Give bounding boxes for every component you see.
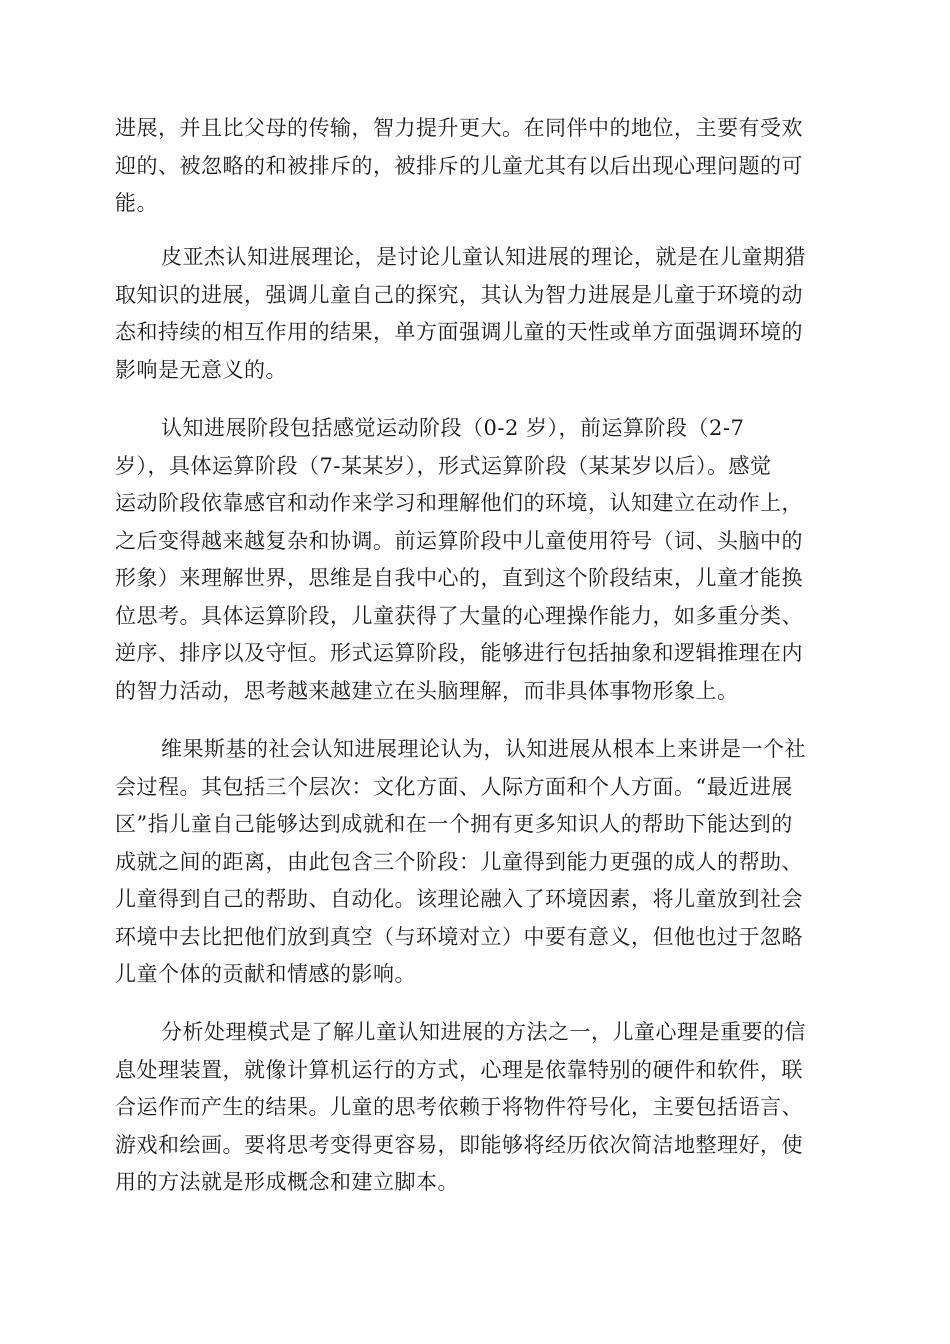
text-line: 态和持续的相互作用的结果，单方面强调儿童的天性或单方面强调环境的 [115,320,803,344]
paragraph-continuation [115,110,835,223]
paragraph-information-processing [115,1014,835,1202]
text-line: 运动阶段依靠感官和动作来学习和理解他们的环境，认知建立在动作上， [115,491,803,515]
text-line: 环境中去比把他们放到真空（与环境对立）中要有意义，但他也过于忽略 [115,924,803,949]
text-line: 进展，并且比父母的传输，智力提升更大。在同伴中的地位，主要有受欢 [115,116,803,140]
text-line: 之后变得越来越复杂和协调。前运算阶段中儿童使用符号（词、头脑中的 [115,528,803,553]
paragraph-vygotsky [115,731,835,994]
text-line: 能。 [115,191,158,215]
text-line: 区”指儿童自己能够达到成就和在一个拥有更多知识人的帮助下能达到的 [115,812,793,836]
text-line: 迎的、被忽略的和被排斥的，被排斥的儿童尤其有以后出现心理问题的可 [115,153,803,178]
text-line: 取知识的进展，强调儿童自己的探究，其认为智力进展是儿童于环境的动 [115,282,803,307]
text-line: 形象）来理解世界，思维是自我中心的，直到这个阶段结束，儿童才能换 [115,566,803,590]
text-line: 会过程。其包括三个层次：文化方面、人际方面和个人方面。“最近进展 [115,774,793,799]
text-line: 维果斯基的社会认知进展理论认为，认知进展从根本上来讲是一个社 [161,737,806,761]
paragraph-piaget [115,239,835,389]
paragraph-stages [115,410,835,710]
text-line: 位思考。具体运算阶段，儿童获得了大量的心理操作能力，如多重分类、 [115,603,803,628]
text-line: 合运作而产生的结果。儿童的思考依赖于将物件符号化，主要包括语言、 [115,1095,803,1119]
text-line: 皮亚杰认知进展理论，是讨论儿童认知进展的理论，就是在儿童期猎 [161,245,806,269]
text-line: 影响是无意义的。 [115,357,287,382]
text-line: 认知进展阶段包括感觉运动阶段（0-2 岁），前运算阶段（2-7 [161,416,745,440]
text-line: 岁），具体运算阶段（7-某某岁），形式运算阶段（某某岁以后）。感觉 [115,453,772,478]
text-line: 息处理装置，就像计算机运行的方式，心理是依靠特别的硬件和软件，联 [115,1057,803,1082]
text-line: 分析处理模式是了解儿童认知进展的方法之一，儿童心理是重要的信 [161,1020,806,1044]
text-line: 儿童得到自己的帮助、自动化。该理论融入了环境因素，将儿童放到社会 [115,887,803,911]
text-line: 的智力活动，思考越来越建立在头脑理解，而非具体事物形象上。 [115,678,739,703]
text-line: 游戏和绘画。要将思考变得更容易，即能够将经历依次简洁地整理好，使 [115,1132,803,1157]
text-line: 儿童个体的贡献和情感的影响。 [115,962,416,986]
text-line: 成就之间的距离，由此包含三个阶段：儿童得到能力更强的成人的帮助、 [115,849,803,874]
text-line: 逆序、排序以及守恒。形式运算阶段，能够进行包括抽象和逻辑推理在内 [115,641,803,665]
text-line: 用的方法就是形成概念和建立脚本。 [115,1170,459,1194]
